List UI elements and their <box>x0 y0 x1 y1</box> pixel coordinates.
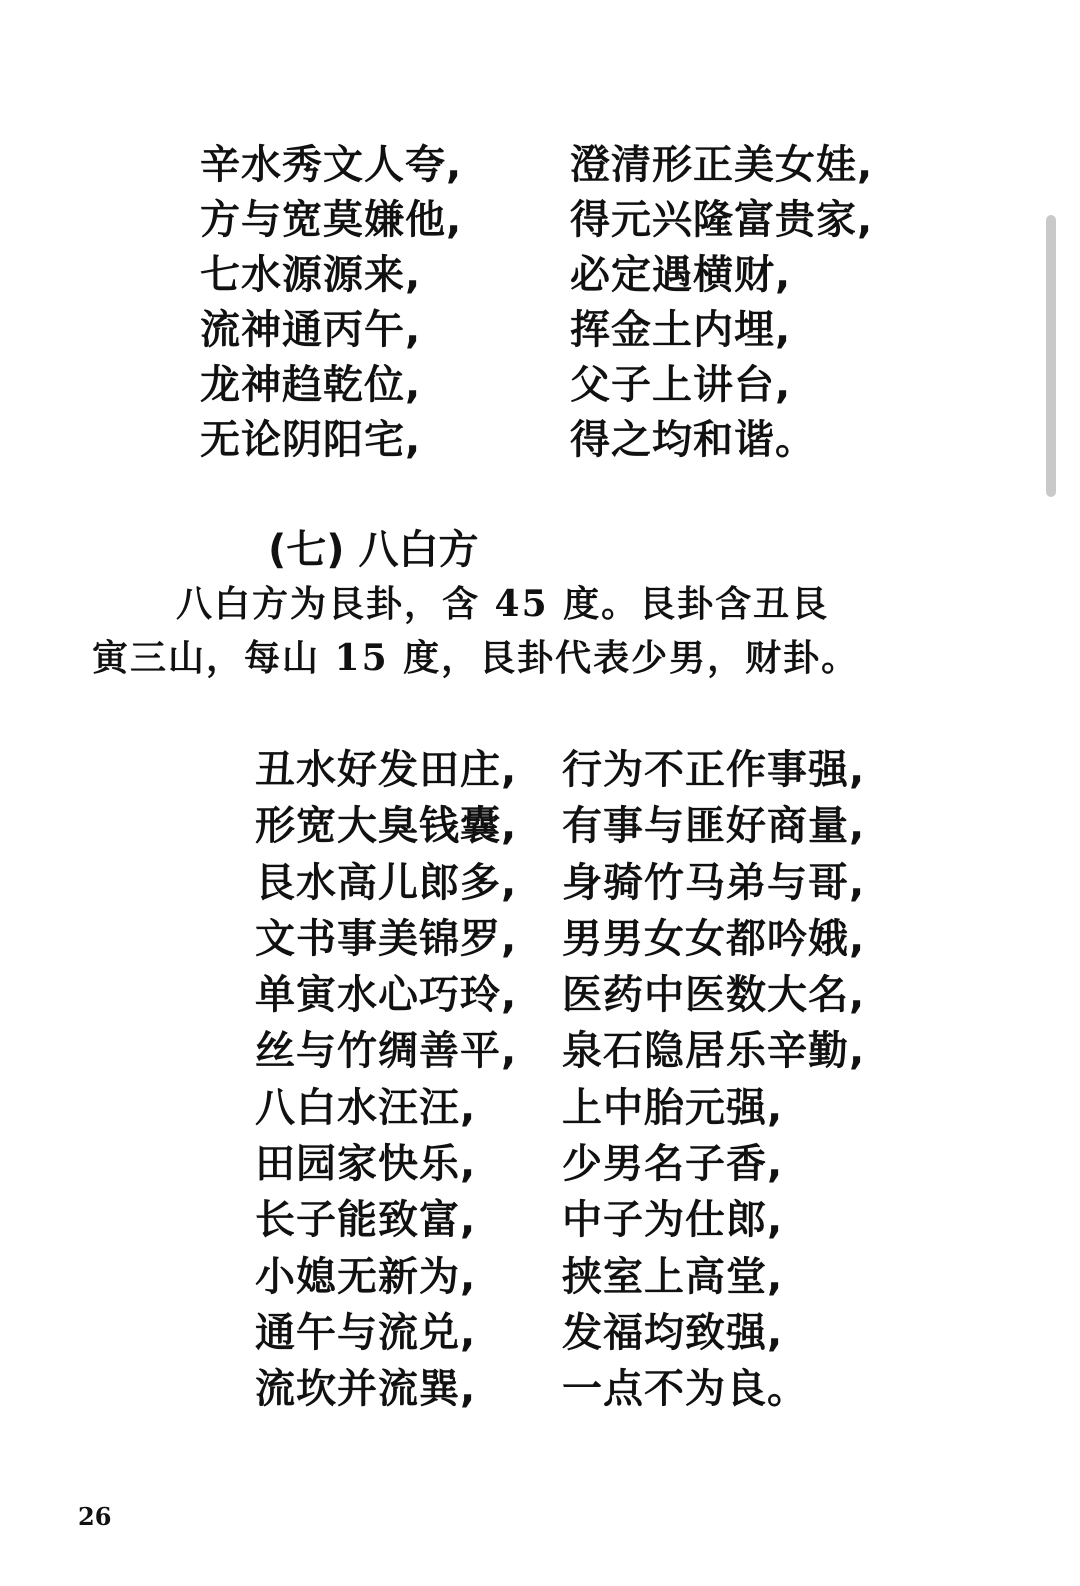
verse-line-left: 田园家快乐, <box>255 1141 477 1188</box>
verse-line-left: 流坎并流巽, <box>255 1366 477 1413</box>
verse-row <box>255 1249 935 1305</box>
verse-line-right: 得元兴隆富贵家, <box>570 197 874 243</box>
verse-line-right: 挥金土内埋, <box>570 307 792 353</box>
verse-line-right: 少男名子香, <box>562 1141 784 1188</box>
prose-line-1: 八白方为艮卦，含 45 度。艮卦含丑艮 <box>176 583 830 625</box>
verse-row <box>255 798 935 854</box>
verse-row <box>255 1136 935 1192</box>
verse-line-left: 丑水好发田庄, <box>255 747 518 793</box>
verse-line-right: 挟室上高堂, <box>562 1253 784 1300</box>
verse-row <box>200 413 920 468</box>
verse-row <box>255 1023 935 1079</box>
verse-row <box>255 742 935 798</box>
verse-line-right: 中子为仕郎, <box>562 1197 784 1244</box>
verse-row <box>255 1361 935 1417</box>
verse-row <box>255 855 935 911</box>
verse-line-right: 发福均致强, <box>562 1309 784 1356</box>
verse-line-left: 单寅水心巧玲, <box>255 972 518 1019</box>
verse-line-left: 无论阴阳宅, <box>200 417 422 463</box>
verse-line-left: 文书事美锦罗, <box>255 915 518 962</box>
scrollbar-thumb[interactable] <box>1046 215 1056 497</box>
verse-row <box>255 967 935 1023</box>
verse-line-right: 得之均和谐。 <box>570 417 816 463</box>
verse-line-left: 方与宽莫嫌他, <box>200 197 463 243</box>
verse-line-right: 澄清形正美女娃, <box>570 142 874 188</box>
verse-row <box>200 358 920 413</box>
verse-row <box>200 248 920 303</box>
verse-line-right: 男男女女都吟娥, <box>562 915 866 962</box>
verse-row <box>200 193 920 248</box>
section-heading: (七) 八白方 <box>268 527 479 573</box>
verse-line-right: 医药中医数大名, <box>562 972 866 1019</box>
verse-row <box>200 138 920 193</box>
verse-line-left: 龙神趋乾位, <box>200 362 422 408</box>
verse-row <box>255 911 935 967</box>
verse-line-right: 必定遇横财, <box>570 252 792 298</box>
verse-line-left: 七水源源来, <box>200 252 422 298</box>
verse-line-right: 有事与匪好商量, <box>562 803 866 850</box>
verse-line-left: 辛水秀文人夸, <box>200 142 463 188</box>
verse-line-left: 艮水高儿郎多, <box>255 859 518 906</box>
verse-line-left: 八白水汪汪, <box>255 1084 477 1131</box>
verse-line-right: 上中胎元强, <box>562 1084 784 1131</box>
verse-line-left: 通午与流兑, <box>255 1309 477 1356</box>
verse-row <box>255 1080 935 1136</box>
verse-line-right: 身骑竹马弟与哥, <box>562 859 866 906</box>
verse-line-left: 流神通丙午, <box>200 307 422 353</box>
prose-line-2: 寅三山，每山 15 度，艮卦代表少男，财卦。 <box>92 637 860 679</box>
page-number: 26 <box>78 1502 112 1531</box>
verse-line-left: 长子能致富, <box>255 1197 477 1244</box>
verse-line-left: 小媳无新为, <box>255 1253 477 1300</box>
verse-line-right: 父子上讲台, <box>570 362 792 408</box>
verse-row <box>255 1305 935 1361</box>
verse-block-2 <box>255 742 935 1418</box>
verse-line-right: 行为不正作事强, <box>562 747 866 793</box>
verse-line-right: 泉石隐居乐辛勤, <box>562 1028 866 1075</box>
verse-line-left: 丝与竹绸善平, <box>255 1028 518 1075</box>
verse-row <box>255 1192 935 1248</box>
verse-line-left: 形宽大臭钱囊, <box>255 803 518 850</box>
verse-line-right: 一点不为良。 <box>562 1366 808 1413</box>
verse-block-1 <box>200 138 920 468</box>
verse-row <box>200 303 920 358</box>
